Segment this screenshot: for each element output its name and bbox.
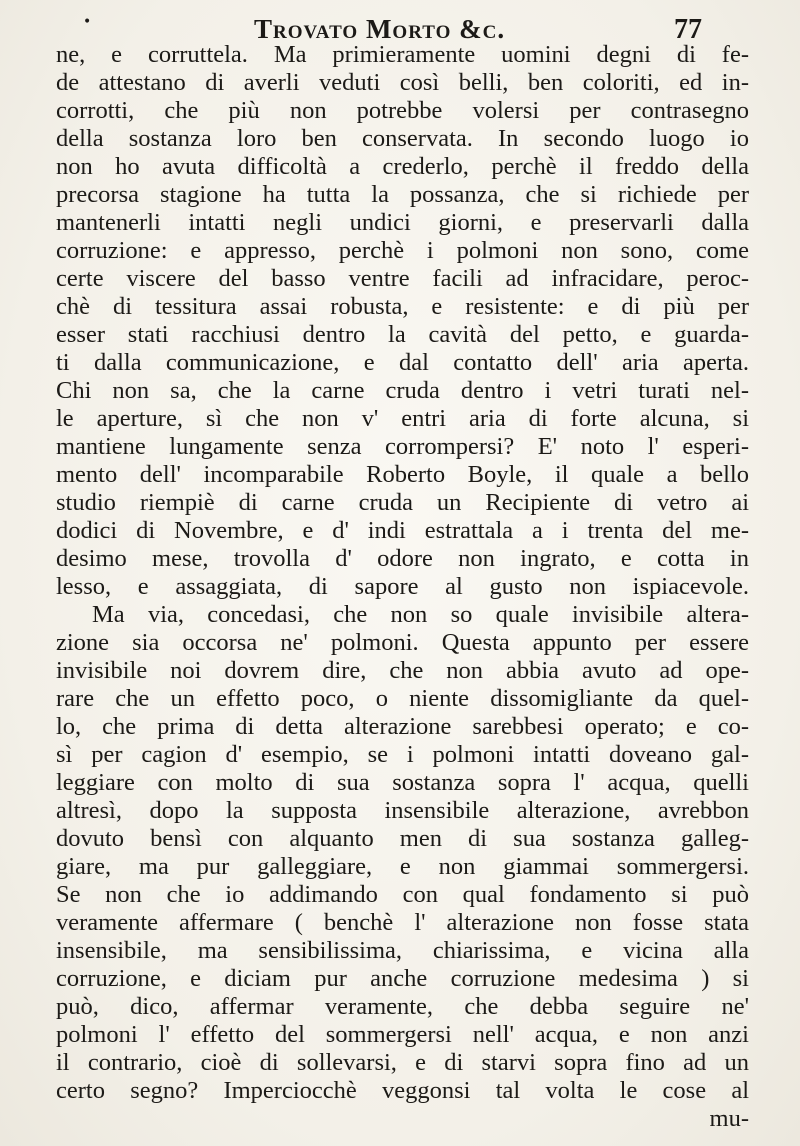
text-line: veramente affermare ( benchè l' alterazione non fosse stata: [56, 909, 749, 936]
text-line: mento dell' incomparabile Roberto Boyle, il quale a bello: [56, 461, 749, 488]
text-line: Ma via, concedasi, che non so quale invisibile altera-: [92, 601, 749, 628]
text-line: polmoni l' effetto del sommergersi nell' acqua, e non anzi: [56, 1021, 749, 1048]
text-line: studio riempiè di carne cruda un Recipiente di vetro ai: [56, 489, 749, 516]
catchword: mu-: [709, 1105, 749, 1132]
running-title: Trovato Morto &c.: [254, 14, 506, 44]
text-line: Chi non sa, che la carne cruda dentro i vetri turati nel-: [56, 377, 749, 404]
text-line: corruzione: e appresso, perchè i polmoni non sono, come: [56, 237, 749, 264]
text-line: sì per cagion d' esempio, se i polmoni intatti doveano gal-: [56, 741, 749, 768]
text-line: corruzione, e diciam pur anche corruzione medesima ) si: [56, 965, 749, 992]
text-line: può, dico, affermar veramente, che debba seguire ne': [56, 993, 749, 1020]
text-line: insensibile, ma sensibilissima, chiarissima, e vicina alla: [56, 937, 749, 964]
header-mark: •: [83, 14, 92, 30]
text-line: della sostanza loro ben conservata. In secondo luogo io: [56, 125, 749, 152]
text-line: esser stati racchiusi dentro la cavità del petto, e guarda-: [56, 321, 749, 348]
text-line: ne, e corruttela. Ma primieramente uomini degni di fe-: [56, 41, 749, 68]
page-number: 77: [674, 14, 702, 45]
text-line: rare che un effetto poco, o niente dissomigliante da quel-: [56, 685, 749, 712]
text-line: ti dalla communicazione, e dal contatto dell' aria aperta.: [56, 349, 749, 376]
text-line: precorsa stagione ha tutta la possanza, che si richiede per: [56, 181, 749, 208]
text-line: le aperture, sì che non v' entri aria di forte alcuna, si: [56, 405, 749, 432]
page-header: [0, 8, 800, 44]
text-line: zione sia occorsa ne' polmoni. Questa appunto per essere: [56, 629, 749, 656]
text-line: leggiare con molto di sua sostanza sopra l' acqua, quelli: [56, 769, 749, 796]
text-line: mantenerli intatti negli undici giorni, e preservarli dalla: [56, 209, 749, 236]
text-line: altresì, dopo la supposta insensibile alterazione, avrebbon: [56, 797, 749, 824]
text-line: non ho avuta difficoltà a crederlo, perchè il freddo della: [56, 153, 749, 180]
text-line: certo segno? Imperciocchè veggonsi tal volta le cose al: [56, 1077, 749, 1104]
text-line: il contrario, cioè di sollevarsi, e di starvi sopra fino ad un: [56, 1049, 749, 1076]
text-line: desimo mese, trovolla d' odore non ingrato, e cotta in: [56, 545, 749, 572]
text-line: dovuto bensì con alquanto men di sua sostanza galleg-: [56, 825, 749, 852]
text-line: lesso, e assaggiata, di sapore al gusto non ispiacevole.: [56, 573, 749, 600]
text-line: lo, che prima di detta alterazione sarebbesi operato; e co-: [56, 713, 749, 740]
text-line: dodici di Novembre, e d' indi estrattala a i trenta del me-: [56, 517, 749, 544]
text-line: Se non che io addimando con qual fondamento si può: [56, 881, 749, 908]
text-line: mantiene lungamente senza corrompersi? E' noto l' esperi-: [56, 433, 749, 460]
text-line: corrotti, che più non potrebbe volersi per contrasegno: [56, 97, 749, 124]
text-line: giare, ma pur galleggiare, e non giammai sommergersi.: [56, 853, 749, 880]
text-line: certe viscere del basso ventre facili ad infracidare, peroc-: [56, 265, 749, 292]
text-line: chè di tessitura assai robusta, e resistente: e di più per: [56, 293, 749, 320]
text-line: invisibile noi dovrem dire, che non abbia avuto ad ope-: [56, 657, 749, 684]
text-line: de attestano di averli veduti così belli, ben coloriti, ed in-: [56, 69, 749, 96]
